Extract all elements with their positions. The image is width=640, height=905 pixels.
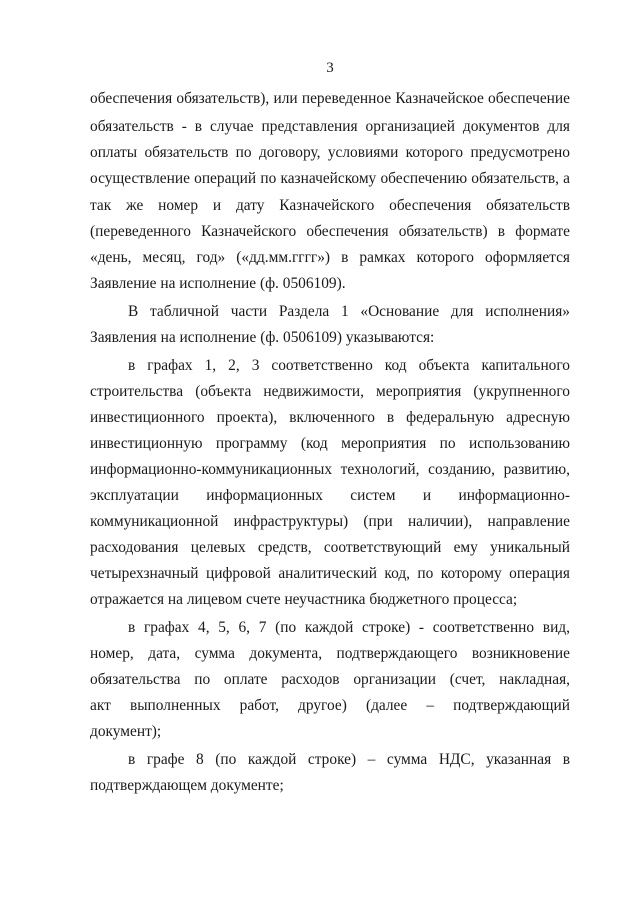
text-line: подтверждающем документе; [90,777,284,794]
text-line: оплаты обязательств по договору, условиями которого предусмотрено [90,144,570,161]
text-line: (переведенного Казначейского обеспечения обязательств) в формате [90,223,570,240]
text-line: обеспечения обязательств), или переведенное Казначейское обеспечение [90,90,570,107]
text-line: отражается на лицевом счете неучастника бюджетного процесса; [90,591,518,608]
text-line: коммуникационной инфраструктуры) (при наличии), направление [90,513,570,530]
text-line: так же номер и дату Казначейского обеспечения обязательств [90,197,570,214]
text-line: эксплуатации информационных систем и информационно- [90,487,570,504]
text-line: обязательства по оплате расходов организации (счет, накладная, [90,671,570,688]
text-line: инвестиционного проекта), включенного в федеральную адресную [90,409,570,426]
text-line: в графе 8 (по каждой строке) – сумма НДС, указанная в [128,751,570,768]
text-line: информационно-коммуникационных технологий, созданию, развитию, [90,461,570,478]
text-line: строительства (объекта недвижимости, мероприятия (укрупненного [90,383,570,400]
text-line: документ); [90,723,162,740]
text-line: номер, дата, сумма документа, подтверждающего возникновение [90,645,570,662]
text-line: четырехзначный цифровой аналитический код, по которому операция [90,565,570,582]
text-line: Заявление на исполнение (ф. 0506109). [90,275,346,292]
text-line: В табличной части Раздела 1 «Основание для исполнения» [128,303,570,320]
text-line: Заявления на исполнение (ф. 0506109) указываются: [90,329,435,346]
text-line: осуществление операций по казначейскому обеспечению обязательств, а [90,170,570,187]
text-line: расходования целевых средств, соответствующий ему уникальный [90,539,570,556]
text-line: в графах 4, 5, 6, 7 (по каждой строке) - соответственно вид, [128,619,570,636]
text-line: в графах 1, 2, 3 соответственно код объекта капитального [128,357,570,374]
text-line: обязательств - в случае представления организацией документов для [90,118,570,135]
text-line: инвестиционную программу (код мероприятия по использованию [90,435,570,452]
text-line: акт выполненных работ, другое) (далее – подтверждающий [90,697,570,714]
page-number: 3 [326,60,334,76]
text-line: «день, месяц, год» («дд.мм.гггг») в рамках которого оформляется [90,249,570,266]
